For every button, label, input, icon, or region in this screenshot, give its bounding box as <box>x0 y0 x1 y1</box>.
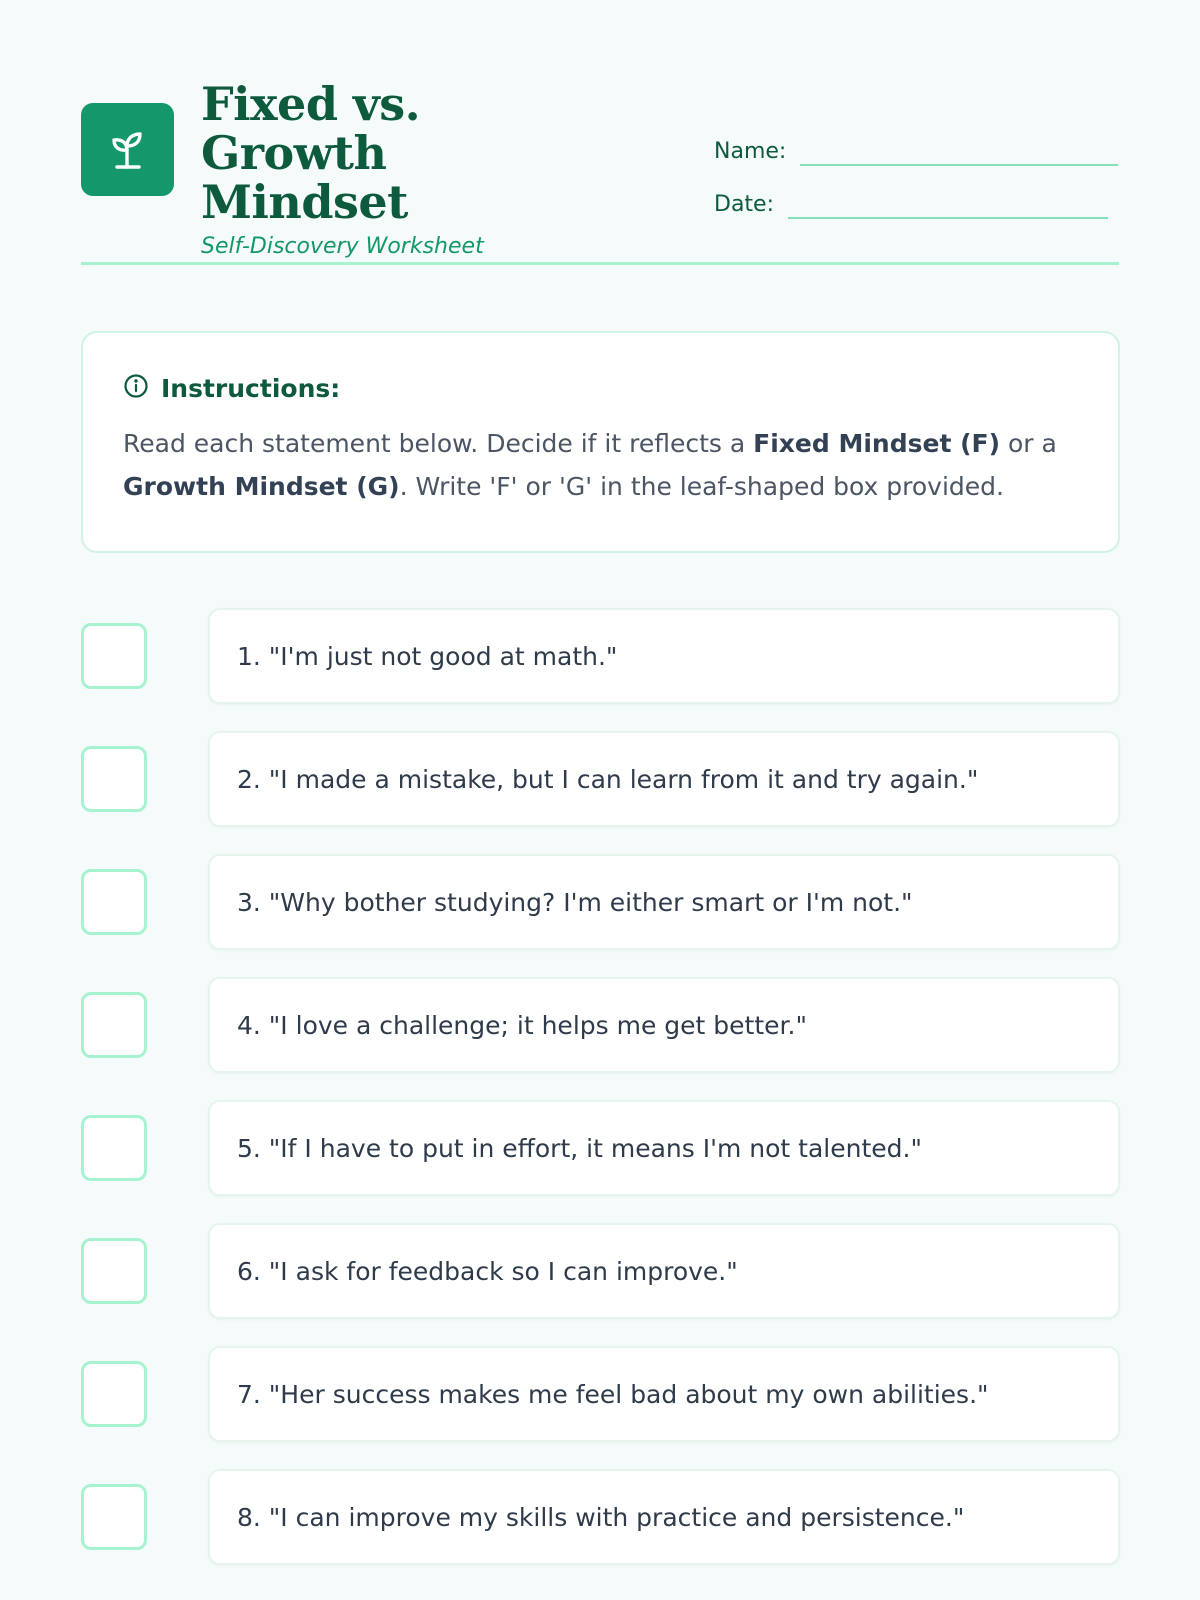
fixed-mindset-label: Fixed Mindset (F) <box>753 429 1001 458</box>
student-info <box>714 134 1120 240</box>
statement-list <box>81 608 1120 1592</box>
instructions-text-part-1: Read each statement below. Decide if it reflects a <box>123 429 754 458</box>
date-label: Date: <box>714 192 774 217</box>
title-line-2: Mindset <box>201 175 408 229</box>
name-row <box>714 134 1120 166</box>
statement-text: 8. "I can improve my skills with practice and persistence." <box>208 1469 1120 1565</box>
statement-item <box>81 1223 1120 1319</box>
answer-box[interactable] <box>81 746 147 812</box>
instructions-text-part-3: . Write 'F' or 'G' in the leaf-shaped box provided. <box>399 472 1004 501</box>
statement-text: 4. "I love a challenge; it helps me get better." <box>208 977 1120 1073</box>
instructions-box <box>81 331 1120 553</box>
instructions-text <box>123 422 1078 508</box>
statement-text: 5. "If I have to put in effort, it means I'm not talented." <box>208 1100 1120 1196</box>
sprout-icon <box>81 103 174 196</box>
answer-box[interactable] <box>81 623 147 689</box>
statement-text: 2. "I made a mistake, but I can learn from it and try again." <box>208 731 1120 827</box>
statement-item <box>81 1469 1120 1565</box>
statement-item <box>81 977 1120 1073</box>
statement-text: 3. "Why bother studying? I'm either smart or I'm not." <box>208 854 1120 950</box>
statement-item <box>81 1100 1120 1196</box>
statement-text: 7. "Her success makes me feel bad about my own abilities." <box>208 1346 1120 1442</box>
date-field[interactable] <box>788 193 1108 219</box>
worksheet-header <box>81 0 1119 265</box>
title-block <box>201 77 621 259</box>
answer-box[interactable] <box>81 1484 147 1550</box>
instructions-text-part-2: or a <box>1000 429 1057 458</box>
info-icon <box>123 373 149 404</box>
instructions-heading: Instructions: <box>161 374 341 403</box>
statement-text: 1. "I'm just not good at math." <box>208 608 1120 704</box>
growth-mindset-label: Growth Mindset (G) <box>123 472 400 501</box>
page-title <box>201 77 621 229</box>
date-row <box>714 187 1120 219</box>
instructions-header <box>123 373 1078 404</box>
answer-box[interactable] <box>81 992 147 1058</box>
title-line-1: Fixed vs. Growth <box>201 77 421 180</box>
answer-box[interactable] <box>81 1361 147 1427</box>
statement-item <box>81 854 1120 950</box>
answer-box[interactable] <box>81 1115 147 1181</box>
statement-item <box>81 731 1120 827</box>
answer-box[interactable] <box>81 869 147 935</box>
statement-item <box>81 608 1120 704</box>
statement-item <box>81 1346 1120 1442</box>
name-field[interactable] <box>800 140 1118 166</box>
page-subtitle: Self-Discovery Worksheet <box>201 234 484 259</box>
statement-text: 6. "I ask for feedback so I can improve." <box>208 1223 1120 1319</box>
name-label: Name: <box>714 139 787 164</box>
answer-box[interactable] <box>81 1238 147 1304</box>
